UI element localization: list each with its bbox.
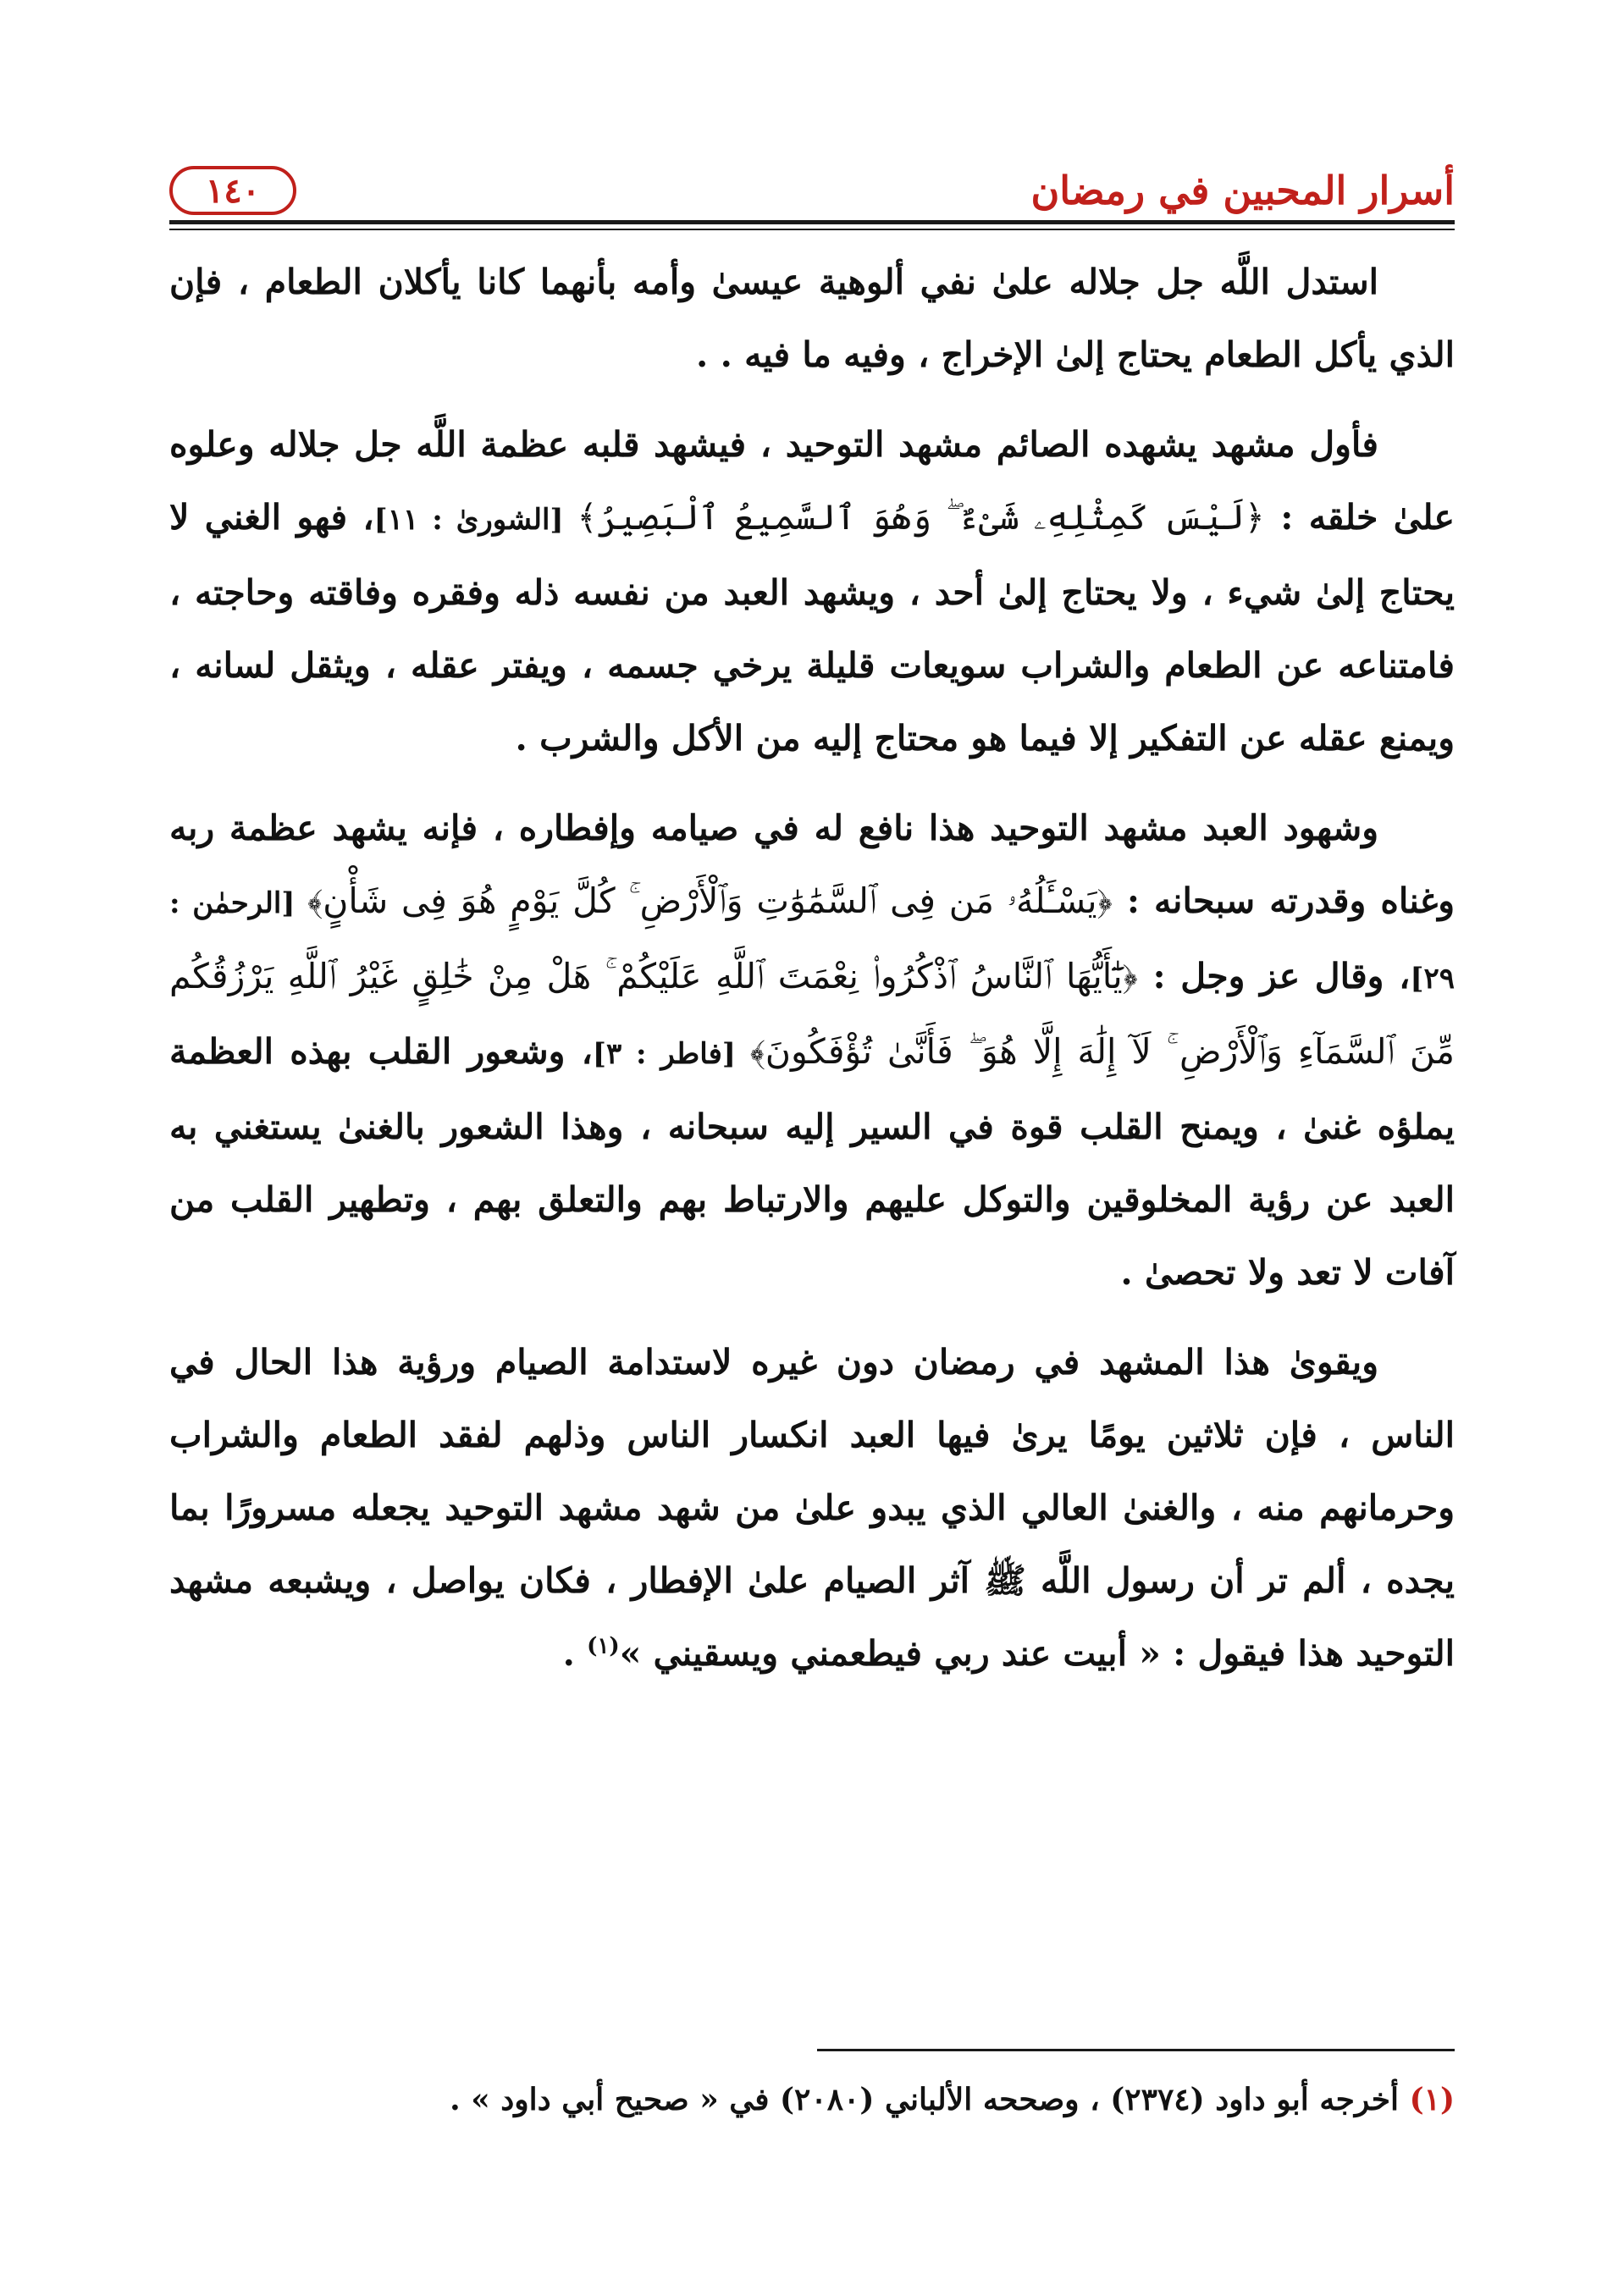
paragraph-1 [169, 246, 1455, 391]
verse-reference-fatir: [فاطر : ٣] [592, 1037, 750, 1071]
page-number-badge: ١٤٠ [169, 166, 296, 215]
paragraph-3 [169, 792, 1455, 1309]
paragraph-4 [169, 1326, 1455, 1690]
footnote-text: أخرجه أبو داود (٢٣٧٤) ، وصححه الألباني (٢٠٨٠) في « صحيح أبي داود » . [450, 2082, 1410, 2117]
verse-reference-ash-shura: [الشورىٰ : ١١] [373, 503, 577, 537]
paragraph-3-middle: ، وقال عز وجل : [1137, 956, 1411, 996]
quran-verse-ash-shura: ﴿لَيْسَ كَمِثْلِهِۦ شَىْءٌ ۖ وَهُوَ ٱلسَّمِيعُ ٱلْبَصِيرُ﴾ [577, 497, 1265, 538]
verse-reference-ar-rahman: [الرحمٰن : ٢٩] [169, 886, 1455, 996]
page-body [169, 246, 1455, 1707]
paragraph-2 [169, 408, 1455, 775]
footnote-marker[interactable]: (١) [587, 1633, 620, 1659]
quran-verse-ar-rahman: ﴿يَسْـَٔلُهُۥ مَن فِى ٱلسَّمَٰوَٰتِ وَٱلْأَرْضِ ۚ كُلَّ يَوْمٍ هُوَ فِى شَأْنٍ﴾ [307, 880, 1113, 921]
footnote-separator [817, 2049, 1455, 2051]
hadith-quote: « أبيت عند ربي فيطعمني ويسقيني » [619, 1633, 1161, 1674]
paragraph-1-text: استدل اللَّه جل جلاله علىٰ نفي ألوهية عيسىٰ وأمه بأنهما كانا يأكلان الطعام ، فإن الذي يأكل الطعام يحتاج إلىٰ الإخراج ، وفيه ما فيه . . [169, 262, 1455, 375]
paragraph-2-intro: فأول مشهد يشهده الصائم مشهد التوحيد ، فيشهد قلبه عظمة اللَّه جل جلاله وعلوه علىٰ خلقه : [169, 424, 1455, 538]
book-title: أسرار المحبين في رمضان [1030, 168, 1455, 213]
paragraph-4-end: . [562, 1633, 588, 1674]
page-header [169, 144, 1455, 220]
footnote-number: (١) [1409, 2082, 1455, 2117]
paragraph-2-rest: ، فهو الغني لا يحتاج إلىٰ شيء ، ولا يحتاج إلىٰ أحد ، ويشهد العبد من نفسه ذله وفقره وفاقته وحاجته ، فامتناعه عن الطعام والشراب سويعات قليلة يرخي جسمه ، ويفتر عقله ، ويثقل لسانه ، ويمنع عقله عن التفكير إلا فيما هو محتاج إليه من الأكل والشرب . [169, 497, 1455, 759]
paragraph-3-rest: ، وشعور القلب بهذه العظمة يملؤه غنىٰ ، ويمنح القلب قوة في السير إليه سبحانه ، وهذا الشعور بالغنىٰ يستغني به العبد عن رؤية المخلوقين والتوكل عليهم والارتباط بهم والتعلق بهم ، وتطهير القلب من آفات لا تعد ولا تحصىٰ . [169, 1031, 1455, 1293]
paragraph-3-intro: وشهود العبد مشهد التوحيد هذا نافع له في صيامه وإفطاره ، فإنه يشهد عظمة ربه وغناه وقدرته سبحانه : [169, 808, 1455, 921]
quran-verse-fatir: ﴿يَٰٓأَيُّهَا ٱلنَّاسُ ٱذْكُرُوا۟ نِعْمَتَ ٱللَّهِ عَلَيْكُمْ ۚ هَلْ مِنْ خَٰلِقٍ غَيْرُ ٱللَّهِ يَرْزُقُكُم مِّنَ ٱلسَّمَآءِ وَٱلْأَرْضِ ۚ لَآ إِلَٰهَ إِلَّا هُوَ ۖ فَأَنَّىٰ تُؤْفَكُونَ﴾ [169, 956, 1456, 1072]
footnote [169, 2074, 1455, 2125]
header-rule-thick [169, 220, 1455, 224]
header-rule-thin [169, 229, 1455, 230]
paragraph-4-intro: ويقوىٰ هذا المشهد في رمضان دون غيره لاستدامة الصيام ورؤية هذا الحال في الناس ، فإن ثلاثين يومًا يرىٰ فيها العبد انكسار الناس وذلهم لفقد الطعام والشراب وحرمانهم منه ، والغنىٰ العالي الذي يبدو علىٰ من شهد مشهد التوحيد يجعله مسرورًا بما يجده ، ألم تر أن رسول اللَّه ﷺ آثر الصيام علىٰ الإفطار ، فكان يواصل ، ويشبعه مشهد التوحيد هذا فيقول : [169, 1342, 1455, 1674]
